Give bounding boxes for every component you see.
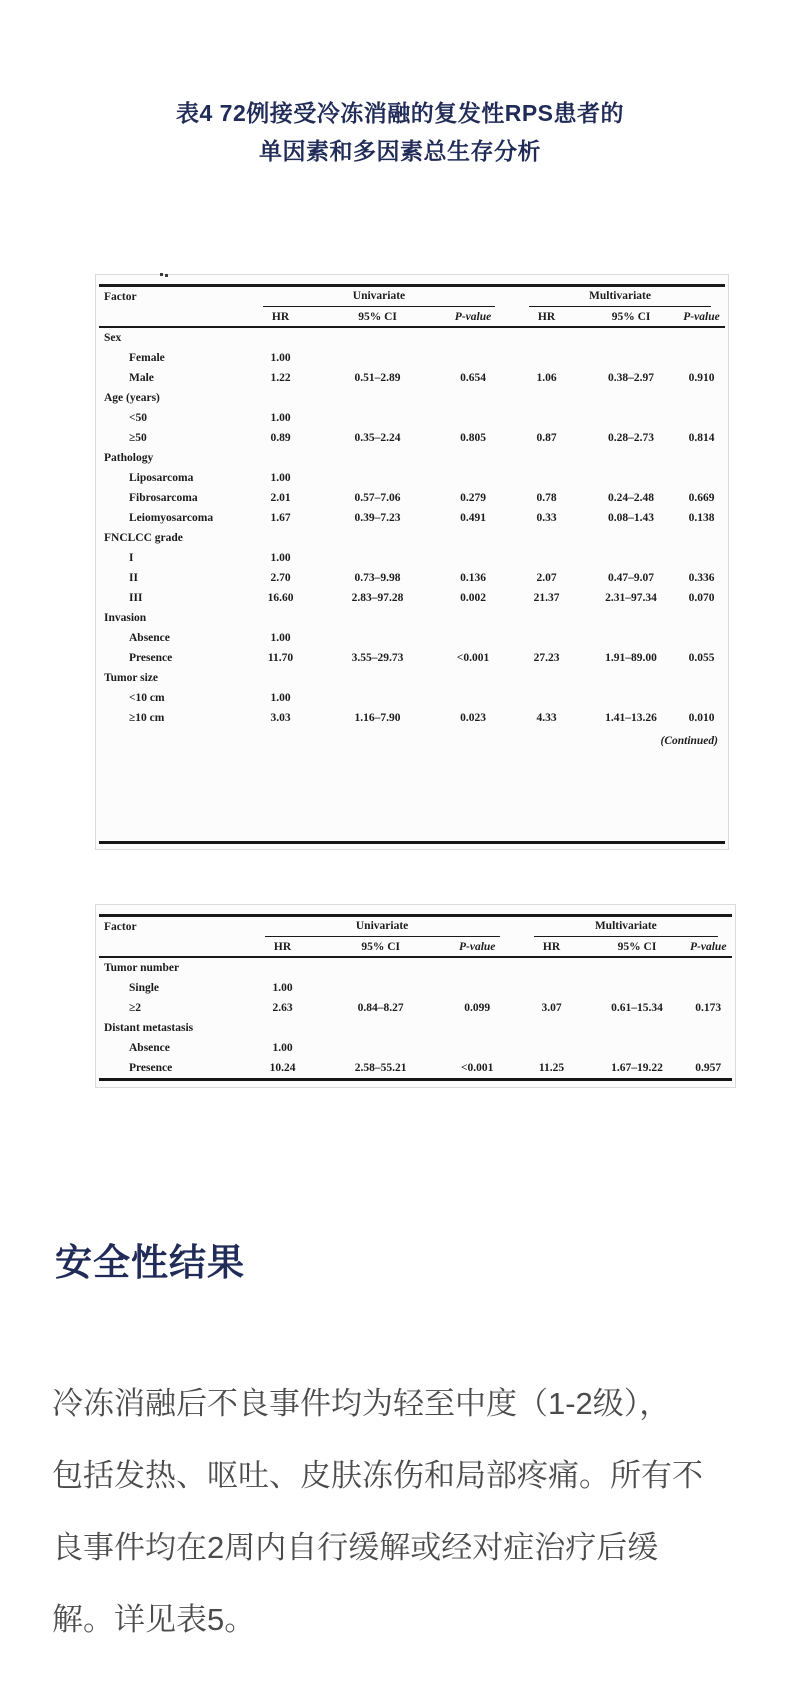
factor-label: Liposarcoma — [129, 472, 194, 484]
value-cell — [437, 448, 509, 468]
value-cell: 21.37 — [533, 592, 560, 604]
value-cell: 1.00 — [272, 1042, 293, 1054]
value-cell — [678, 548, 725, 568]
value-cell — [678, 348, 725, 368]
value-cell: 0.33 — [536, 512, 557, 524]
value-cell: 1.22 — [270, 372, 291, 384]
value-cell — [678, 608, 725, 628]
table-sub-header-row — [99, 937, 732, 957]
col-header-univariate: Univariate — [243, 286, 509, 308]
col-header-factor: Factor — [104, 921, 137, 933]
factor-label: Distant metastasis — [104, 1022, 194, 1034]
value-cell — [509, 468, 584, 488]
value-cell: 0.669 — [688, 492, 715, 504]
value-cell: 0.87 — [536, 432, 557, 444]
value-cell — [509, 528, 584, 548]
value-cell: 1.91–89.00 — [605, 652, 657, 664]
table-sub-header-row — [99, 307, 725, 327]
value-cell: 0.491 — [460, 512, 486, 524]
table-row — [99, 668, 725, 688]
value-cell — [684, 1038, 732, 1058]
value-cell — [678, 668, 725, 688]
value-cell — [321, 1018, 441, 1038]
factor-label: Single — [129, 982, 160, 994]
value-cell: 0.08–1.43 — [608, 512, 655, 524]
scan-artifact — [160, 273, 163, 276]
col-header-factor: Factor — [104, 291, 137, 303]
value-cell — [584, 468, 678, 488]
value-cell: 27.23 — [533, 652, 560, 664]
value-cell: 0.51–2.89 — [354, 372, 401, 384]
factor-label: Age (years) — [104, 392, 160, 404]
factor-label: <10 cm — [129, 692, 165, 704]
table4-title-line1: 表4 72例接受冷冻消融的复发性RPS患者的 — [175, 100, 625, 127]
col-header-ci-uni: 95% CI — [318, 307, 437, 327]
value-cell — [321, 957, 441, 978]
value-cell — [678, 688, 725, 708]
table-group-header-row — [99, 286, 725, 308]
value-cell: 0.055 — [688, 652, 715, 664]
table-row — [99, 488, 725, 508]
table-row — [99, 1058, 732, 1080]
col-header-hr-multi: HR — [514, 937, 590, 957]
table-row — [99, 348, 725, 368]
value-cell: 0.47–9.07 — [608, 572, 655, 584]
factor-label: <50 — [129, 412, 148, 424]
value-cell — [441, 1018, 514, 1038]
value-cell: 1.41–13.26 — [605, 712, 657, 724]
value-cell — [584, 608, 678, 628]
os-analysis-table-part2 — [99, 914, 732, 1081]
table-row — [99, 568, 725, 588]
value-cell: 0.279 — [460, 492, 486, 504]
value-cell — [514, 1038, 590, 1058]
table-row — [99, 428, 725, 448]
value-cell — [678, 528, 725, 548]
value-cell — [437, 408, 509, 428]
table4-part2-figure — [95, 904, 736, 1088]
table-row — [99, 998, 732, 1018]
value-cell — [509, 668, 584, 688]
value-cell: 1.67–19.22 — [611, 1062, 663, 1074]
value-cell — [678, 408, 725, 428]
col-header-hr-multi: HR — [509, 307, 584, 327]
value-cell: 1.06 — [536, 372, 557, 384]
value-cell: 1.67 — [270, 512, 291, 524]
value-cell: 0.070 — [688, 592, 715, 604]
value-cell — [321, 1038, 441, 1058]
value-cell: 0.28–2.73 — [608, 432, 655, 444]
table4-part1-figure — [95, 274, 729, 850]
value-cell — [437, 548, 509, 568]
value-cell: 3.03 — [270, 712, 291, 724]
value-cell — [584, 628, 678, 648]
value-cell: 0.173 — [695, 1002, 722, 1014]
value-cell: 1.00 — [272, 982, 293, 994]
value-cell — [321, 978, 441, 998]
value-cell: 0.814 — [688, 432, 715, 444]
table-row — [99, 608, 725, 628]
safety-results-heading: 安全性结果 — [55, 1242, 245, 1283]
value-cell — [584, 408, 678, 428]
value-cell — [509, 548, 584, 568]
value-cell: 1.00 — [270, 552, 291, 564]
value-cell — [243, 528, 318, 548]
col-header-ci-multi: 95% CI — [584, 307, 678, 327]
value-cell: 1.00 — [270, 352, 291, 364]
value-cell — [590, 1038, 685, 1058]
factor-label: Invasion — [104, 612, 147, 624]
value-cell — [318, 448, 437, 468]
value-cell: 11.25 — [538, 1062, 565, 1074]
value-cell — [318, 408, 437, 428]
value-cell: 0.89 — [270, 432, 291, 444]
value-cell: 11.70 — [267, 652, 294, 664]
value-cell — [509, 348, 584, 368]
value-cell — [318, 628, 437, 648]
col-header-p-multi: P-value — [678, 307, 725, 327]
table-row — [99, 528, 725, 548]
value-cell — [684, 1018, 732, 1038]
value-cell — [318, 327, 437, 348]
value-cell — [509, 628, 584, 648]
value-cell — [318, 468, 437, 488]
table-row — [99, 327, 725, 348]
value-cell: 0.84–8.27 — [357, 1002, 404, 1014]
value-cell — [514, 957, 590, 978]
factor-label: I — [129, 552, 134, 564]
table-row — [99, 628, 725, 648]
factor-label: Absence — [129, 1042, 170, 1054]
factor-label: ≥10 cm — [129, 712, 165, 724]
value-cell: 1.00 — [270, 632, 291, 644]
value-cell — [590, 957, 685, 978]
value-cell: 2.58–55.21 — [354, 1062, 407, 1074]
factor-label: Male — [129, 372, 154, 384]
value-cell: 3.55–29.73 — [351, 652, 404, 664]
value-cell: 4.33 — [536, 712, 557, 724]
value-cell — [684, 978, 732, 998]
value-cell — [590, 1018, 685, 1038]
value-cell — [678, 388, 725, 408]
col-header-multivariate: Multivariate — [509, 286, 725, 308]
factor-label: Presence — [129, 652, 173, 664]
value-cell — [509, 327, 584, 348]
value-cell — [243, 608, 318, 628]
value-cell — [584, 548, 678, 568]
factor-label: II — [129, 572, 138, 584]
paragraph-line: 冷冻消融后不良事件均为轻至中度（1-2级）， — [52, 1386, 671, 1421]
col-header-p-multi: P-value — [684, 937, 732, 957]
table-row — [99, 708, 725, 728]
factor-label: Female — [129, 352, 165, 364]
value-cell: 0.78 — [536, 492, 557, 504]
value-cell: 0.957 — [695, 1062, 722, 1074]
value-cell: 0.023 — [460, 712, 486, 724]
paragraph-line: 解。详见表5。 — [52, 1602, 256, 1637]
value-cell: 0.099 — [464, 1002, 491, 1014]
value-cell: 0.002 — [460, 592, 486, 604]
value-cell — [437, 388, 509, 408]
col-header-p-uni: P-value — [437, 307, 509, 327]
value-cell: 10.24 — [269, 1062, 296, 1074]
value-cell — [678, 468, 725, 488]
value-cell — [584, 327, 678, 348]
value-cell — [318, 528, 437, 548]
table4-title-line2: 单因素和多因素总生存分析 — [259, 138, 541, 165]
value-cell: 2.83–97.28 — [351, 592, 404, 604]
value-cell: 0.57–7.06 — [354, 492, 401, 504]
value-cell: 2.07 — [536, 572, 557, 584]
value-cell: 2.63 — [272, 1002, 293, 1014]
value-cell: 0.73–9.98 — [354, 572, 401, 584]
empty-header-cell — [99, 937, 245, 957]
value-cell: 1.00 — [270, 692, 291, 704]
value-cell — [318, 688, 437, 708]
value-cell — [509, 448, 584, 468]
factor-label: ≥50 — [129, 432, 147, 444]
value-cell — [318, 548, 437, 568]
value-cell — [684, 957, 732, 978]
value-cell: 2.31–97.34 — [605, 592, 657, 604]
value-cell — [243, 327, 318, 348]
os-analysis-table-part1 — [99, 284, 725, 728]
factor-label: FNCLCC grade — [104, 532, 183, 544]
value-cell — [509, 408, 584, 428]
value-cell — [584, 668, 678, 688]
factor-label: Fibrosarcoma — [129, 492, 198, 504]
value-cell: 0.61–15.34 — [611, 1002, 663, 1014]
table-row — [99, 408, 725, 428]
value-cell — [514, 978, 590, 998]
value-cell — [437, 327, 509, 348]
value-cell: 1.16–7.90 — [354, 712, 401, 724]
value-cell — [584, 688, 678, 708]
factor-label: Leiomyosarcoma — [129, 512, 214, 524]
paragraph-line: 良事件均在2周内自行缓解或经对症治疗后缓 — [52, 1530, 659, 1565]
paragraph-line: 包括发热、呕吐、皮肤冻伤和局部疼痛。所有不 — [52, 1458, 703, 1493]
value-cell: 1.00 — [270, 412, 291, 424]
table4-title — [0, 94, 800, 170]
factor-label: Presence — [129, 1062, 173, 1074]
value-cell — [678, 327, 725, 348]
table-row — [99, 548, 725, 568]
factor-label: Sex — [104, 332, 122, 344]
value-cell — [441, 978, 514, 998]
value-cell — [509, 688, 584, 708]
col-header-p-uni: P-value — [441, 937, 514, 957]
value-cell — [437, 668, 509, 688]
value-cell — [590, 978, 685, 998]
value-cell: 0.336 — [688, 572, 715, 584]
value-cell — [509, 608, 584, 628]
table-row — [99, 648, 725, 668]
value-cell: 0.010 — [688, 712, 715, 724]
value-cell — [584, 348, 678, 368]
value-cell — [437, 528, 509, 548]
value-cell — [437, 608, 509, 628]
value-cell — [318, 668, 437, 688]
col-header-hr-uni: HR — [243, 307, 318, 327]
value-cell — [437, 628, 509, 648]
value-cell — [584, 448, 678, 468]
value-cell: <0.001 — [460, 1062, 494, 1074]
factor-label: Tumor size — [104, 672, 158, 684]
value-cell: <0.001 — [456, 652, 490, 664]
value-cell: 0.136 — [460, 572, 486, 584]
value-cell: 1.00 — [270, 472, 291, 484]
value-cell — [678, 628, 725, 648]
value-cell — [245, 1018, 321, 1038]
table-group-header-row — [99, 916, 732, 938]
value-cell: 0.35–2.24 — [354, 432, 401, 444]
value-cell — [437, 348, 509, 368]
value-cell — [243, 668, 318, 688]
table-row — [99, 978, 732, 998]
continued-note: (Continued) — [660, 735, 718, 747]
col-header-hr-uni: HR — [245, 937, 321, 957]
value-cell: 0.805 — [460, 432, 486, 444]
value-cell: 16.60 — [267, 592, 294, 604]
value-cell — [514, 1018, 590, 1038]
value-cell — [584, 528, 678, 548]
value-cell — [243, 388, 318, 408]
table-row — [99, 588, 725, 608]
value-cell: 0.138 — [688, 512, 715, 524]
value-cell: 0.910 — [688, 372, 715, 384]
table-row — [99, 957, 732, 978]
value-cell: 2.70 — [270, 572, 291, 584]
factor-label: Absence — [129, 632, 170, 644]
table-row — [99, 1018, 732, 1038]
table-row — [99, 368, 725, 388]
col-header-ci-multi: 95% CI — [590, 937, 685, 957]
factor-label: III — [129, 592, 143, 604]
table-bottom-rule — [99, 841, 725, 844]
value-cell — [509, 388, 584, 408]
value-cell: 3.07 — [541, 1002, 562, 1014]
table-row — [99, 388, 725, 408]
value-cell: 2.01 — [270, 492, 291, 504]
empty-header-cell — [99, 307, 243, 327]
value-cell — [437, 468, 509, 488]
value-cell — [584, 388, 678, 408]
value-cell: 0.39–7.23 — [354, 512, 401, 524]
value-cell: 0.38–2.97 — [608, 372, 655, 384]
value-cell — [243, 448, 318, 468]
col-header-multivariate: Multivariate — [514, 916, 732, 938]
value-cell — [441, 1038, 514, 1058]
value-cell — [318, 608, 437, 628]
table-row — [99, 508, 725, 528]
table-row — [99, 448, 725, 468]
value-cell — [245, 957, 321, 978]
value-cell — [678, 448, 725, 468]
value-cell: 0.24–2.48 — [608, 492, 655, 504]
safety-results-paragraph — [52, 1368, 752, 1656]
value-cell — [437, 688, 509, 708]
col-header-univariate: Univariate — [245, 916, 514, 938]
value-cell: 0.654 — [460, 372, 486, 384]
value-cell — [318, 388, 437, 408]
value-cell — [441, 957, 514, 978]
value-cell — [318, 348, 437, 368]
table-row — [99, 688, 725, 708]
factor-label: Tumor number — [104, 962, 180, 974]
factor-label: Pathology — [104, 452, 154, 464]
factor-label: ≥2 — [129, 1002, 142, 1014]
table-row — [99, 468, 725, 488]
col-header-ci-uni: 95% CI — [321, 937, 441, 957]
table-row — [99, 1038, 732, 1058]
